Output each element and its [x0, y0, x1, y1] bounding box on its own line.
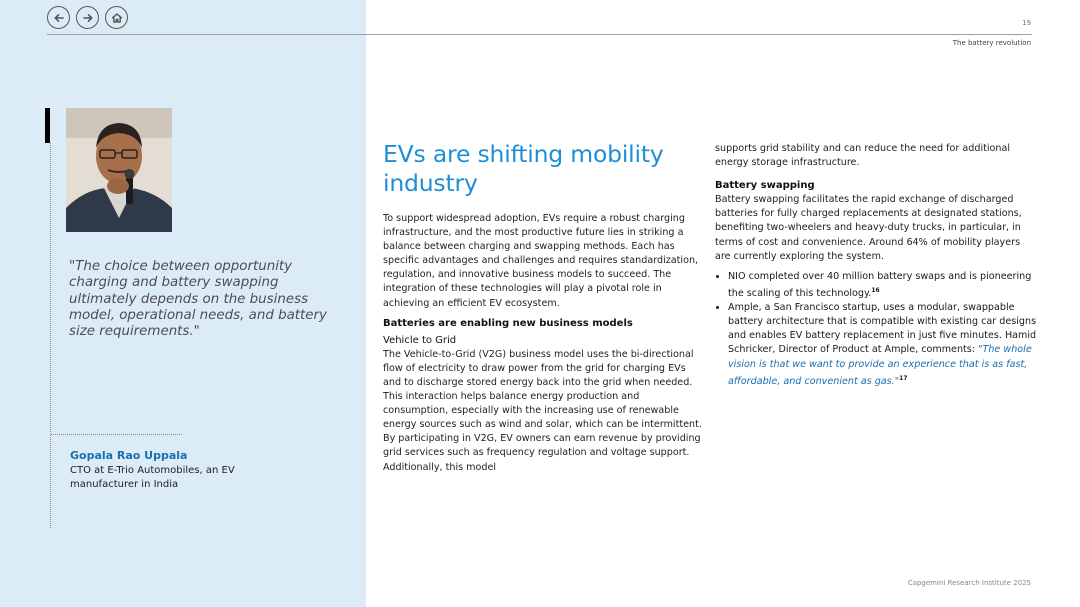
- footer-credit: Capgemini Research Institute 2025: [907, 579, 1031, 587]
- v2g-paragraph: The Vehicle-to-Grid (V2G) business model uses the bi-directional flow of electricity to draw power from the grid for charging EVs and to discharge stored energy back into the grid when needed. This interaction helps balance energy production and consumption, especially with the increasing use of renewable energy sources such as wind and solar, which can be intermittent. By participating in V2G, EV owners can earn revenue by providing grid services such as frequency regulation and voltage support. Additionally, this model: [383, 348, 702, 473]
- home-icon: [110, 11, 124, 25]
- running-head: The battery revolution: [952, 39, 1031, 47]
- intro-paragraph: To support widespread adoption, EVs require a robust charging infrastructure, and the most productive future lies in striking a balance between charging and swapping methods. Each has specific advantages and challenges and requires standardization, regulation, and innovative business models to succeed. The integration of these technologies will play a pivotal role in achieving an efficient EV ecosystem.: [383, 213, 699, 309]
- swap-paragraph: Battery swapping facilitates the rapid exchange of discharged batteries for fully charged replacements at designated stations, benefiting two-wheelers and heavy-duty trucks, in particular, in terms of cost and convenience. Around 64% of mobility players are currently exploring the system.: [715, 194, 1022, 262]
- page-number: 19: [1022, 19, 1031, 27]
- inline-quote: "The whole vision is that we want to provide an experience that is as fast, affordable, and convenient as gas.": [728, 344, 1032, 387]
- footnote-ref[interactable]: 16: [871, 286, 880, 294]
- list-item: [728, 301, 1037, 389]
- back-button[interactable]: [47, 6, 70, 29]
- bullet-list: [715, 270, 1037, 389]
- quote-divider: [51, 434, 182, 435]
- v2g-heading: Vehicle to Grid: [383, 334, 457, 346]
- section-heading: Batteries are enabling new business models: [383, 317, 633, 329]
- nav-bar: [47, 6, 128, 29]
- sidebar-divider: [50, 143, 51, 528]
- speaker-portrait: [66, 108, 172, 232]
- forward-button[interactable]: [76, 6, 99, 29]
- accent-bar: [45, 108, 50, 143]
- bullet-text: NIO completed over 40 million battery swaps and is pioneering the scaling of this technology.: [728, 270, 1032, 300]
- arrow-right-icon: [81, 11, 95, 25]
- speaker-title: CTO at E-Trio Automobiles, an EV manufacturer in India: [70, 465, 235, 490]
- list-item: [728, 270, 1037, 301]
- home-button[interactable]: [105, 6, 128, 29]
- bullet-text: Ample, a San Francisco startup, uses a modular, swappable battery architecture that is compatible with existing car designs and enables EV battery replacement in just five minutes. Hamid Schricker, Director of Product at Ample, comments:: [728, 302, 1037, 356]
- v2g-continued: supports grid stability and can reduce the need for additional energy storage infrastructure.: [715, 143, 1011, 169]
- speaker-name: Gopala Rao Uppala: [70, 449, 188, 462]
- swap-heading: Battery swapping: [715, 180, 815, 192]
- article-column-2: [715, 142, 1037, 389]
- article-column-1: [383, 140, 703, 475]
- footnote-ref[interactable]: 17: [899, 374, 908, 382]
- header-rule: [47, 34, 1032, 35]
- pull-quote: "The choice between opportunity charging and battery swapping ultimately depends on the business model, operational needs, and battery size requirements.": [69, 259, 327, 340]
- article-title: EVs are shifting mobility industry: [383, 140, 664, 197]
- arrow-left-icon: [52, 11, 66, 25]
